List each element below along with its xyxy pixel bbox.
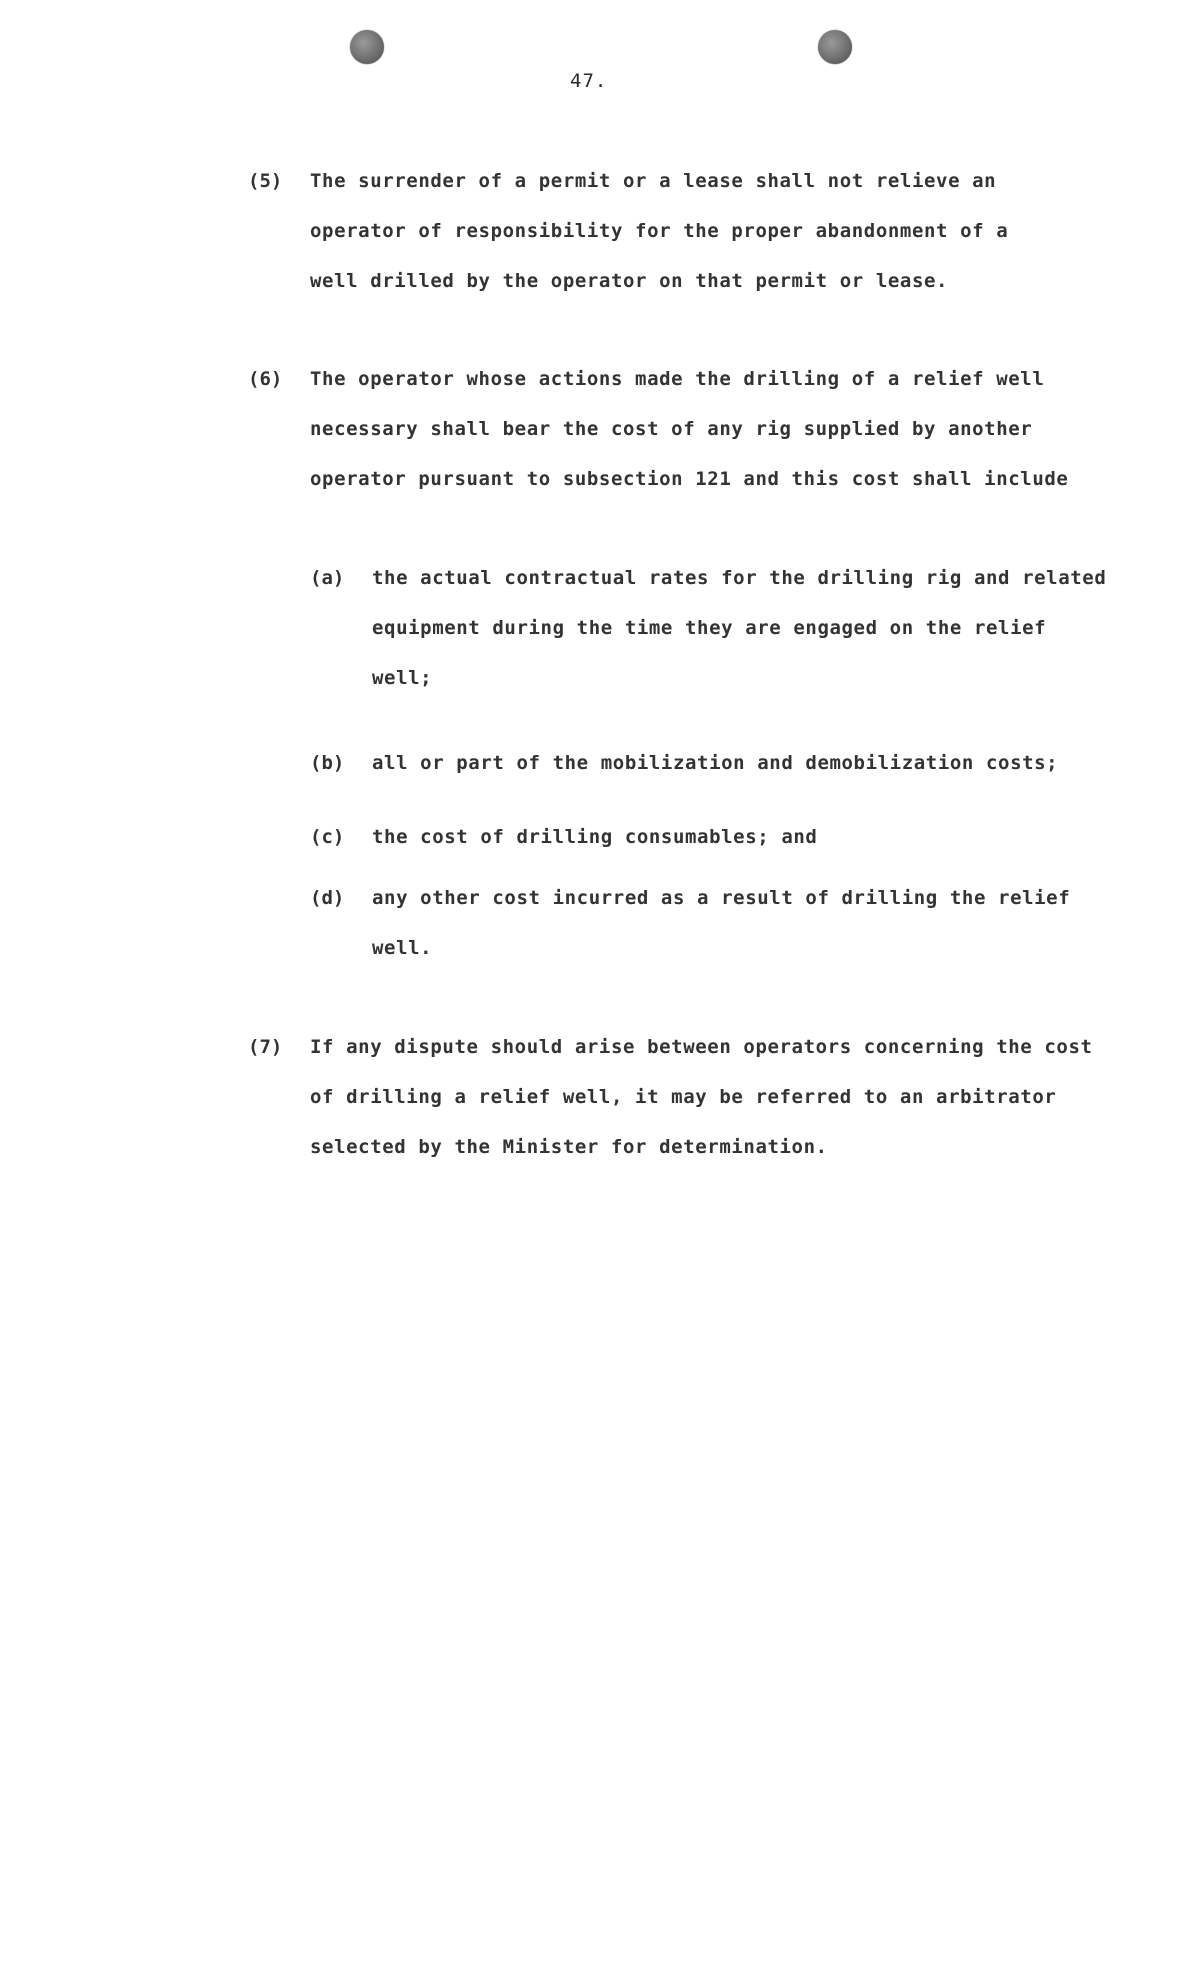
subclause-d-marker: (d): [310, 887, 345, 909]
punch-hole-left: [350, 30, 384, 64]
subclause-a-line-2: equipment during the time they are engaged on the relief: [372, 617, 1047, 639]
subclause-b-line-1: all or part of the mobilization and demobilization costs;: [372, 752, 1059, 774]
clause-6-marker: (6): [248, 368, 283, 390]
clause-6-line-1: The operator whose actions made the drilling of a relief well: [310, 368, 1045, 390]
clause-6-line-3: operator pursuant to subsection 121 and this cost shall include: [310, 468, 1069, 490]
subclause-b-marker: (b): [310, 752, 345, 774]
subclause-c-marker: (c): [310, 826, 345, 848]
subclause-d-line-2: well.: [372, 937, 433, 959]
subclause-d-line-1: any other cost incurred as a result of drilling the relief: [372, 887, 1071, 909]
clause-7-line-3: selected by the Minister for determination.: [310, 1136, 828, 1158]
clause-5-line-3: well drilled by the operator on that permit or lease.: [310, 270, 949, 292]
subclause-a-line-1: the actual contractual rates for the drilling rig and related: [372, 567, 1107, 589]
clause-6-line-2: necessary shall bear the cost of any rig supplied by another: [310, 418, 1033, 440]
subclause-a-line-3: well;: [372, 667, 433, 689]
clause-5-marker: (5): [248, 170, 283, 192]
clause-7-line-2: of drilling a relief well, it may be referred to an arbitrator: [310, 1086, 1057, 1108]
subclause-c-line-1: the cost of drilling consumables; and: [372, 826, 818, 848]
clause-5-line-1: The surrender of a permit or a lease shall not relieve an: [310, 170, 997, 192]
punch-hole-right: [818, 30, 852, 64]
clause-5-line-2: operator of responsibility for the proper abandonment of a: [310, 220, 1009, 242]
page-number: 47.: [570, 70, 608, 92]
clause-7-marker: (7): [248, 1036, 283, 1058]
subclause-a-marker: (a): [310, 567, 345, 589]
clause-7-line-1: If any dispute should arise between operators concerning the cost: [310, 1036, 1093, 1058]
